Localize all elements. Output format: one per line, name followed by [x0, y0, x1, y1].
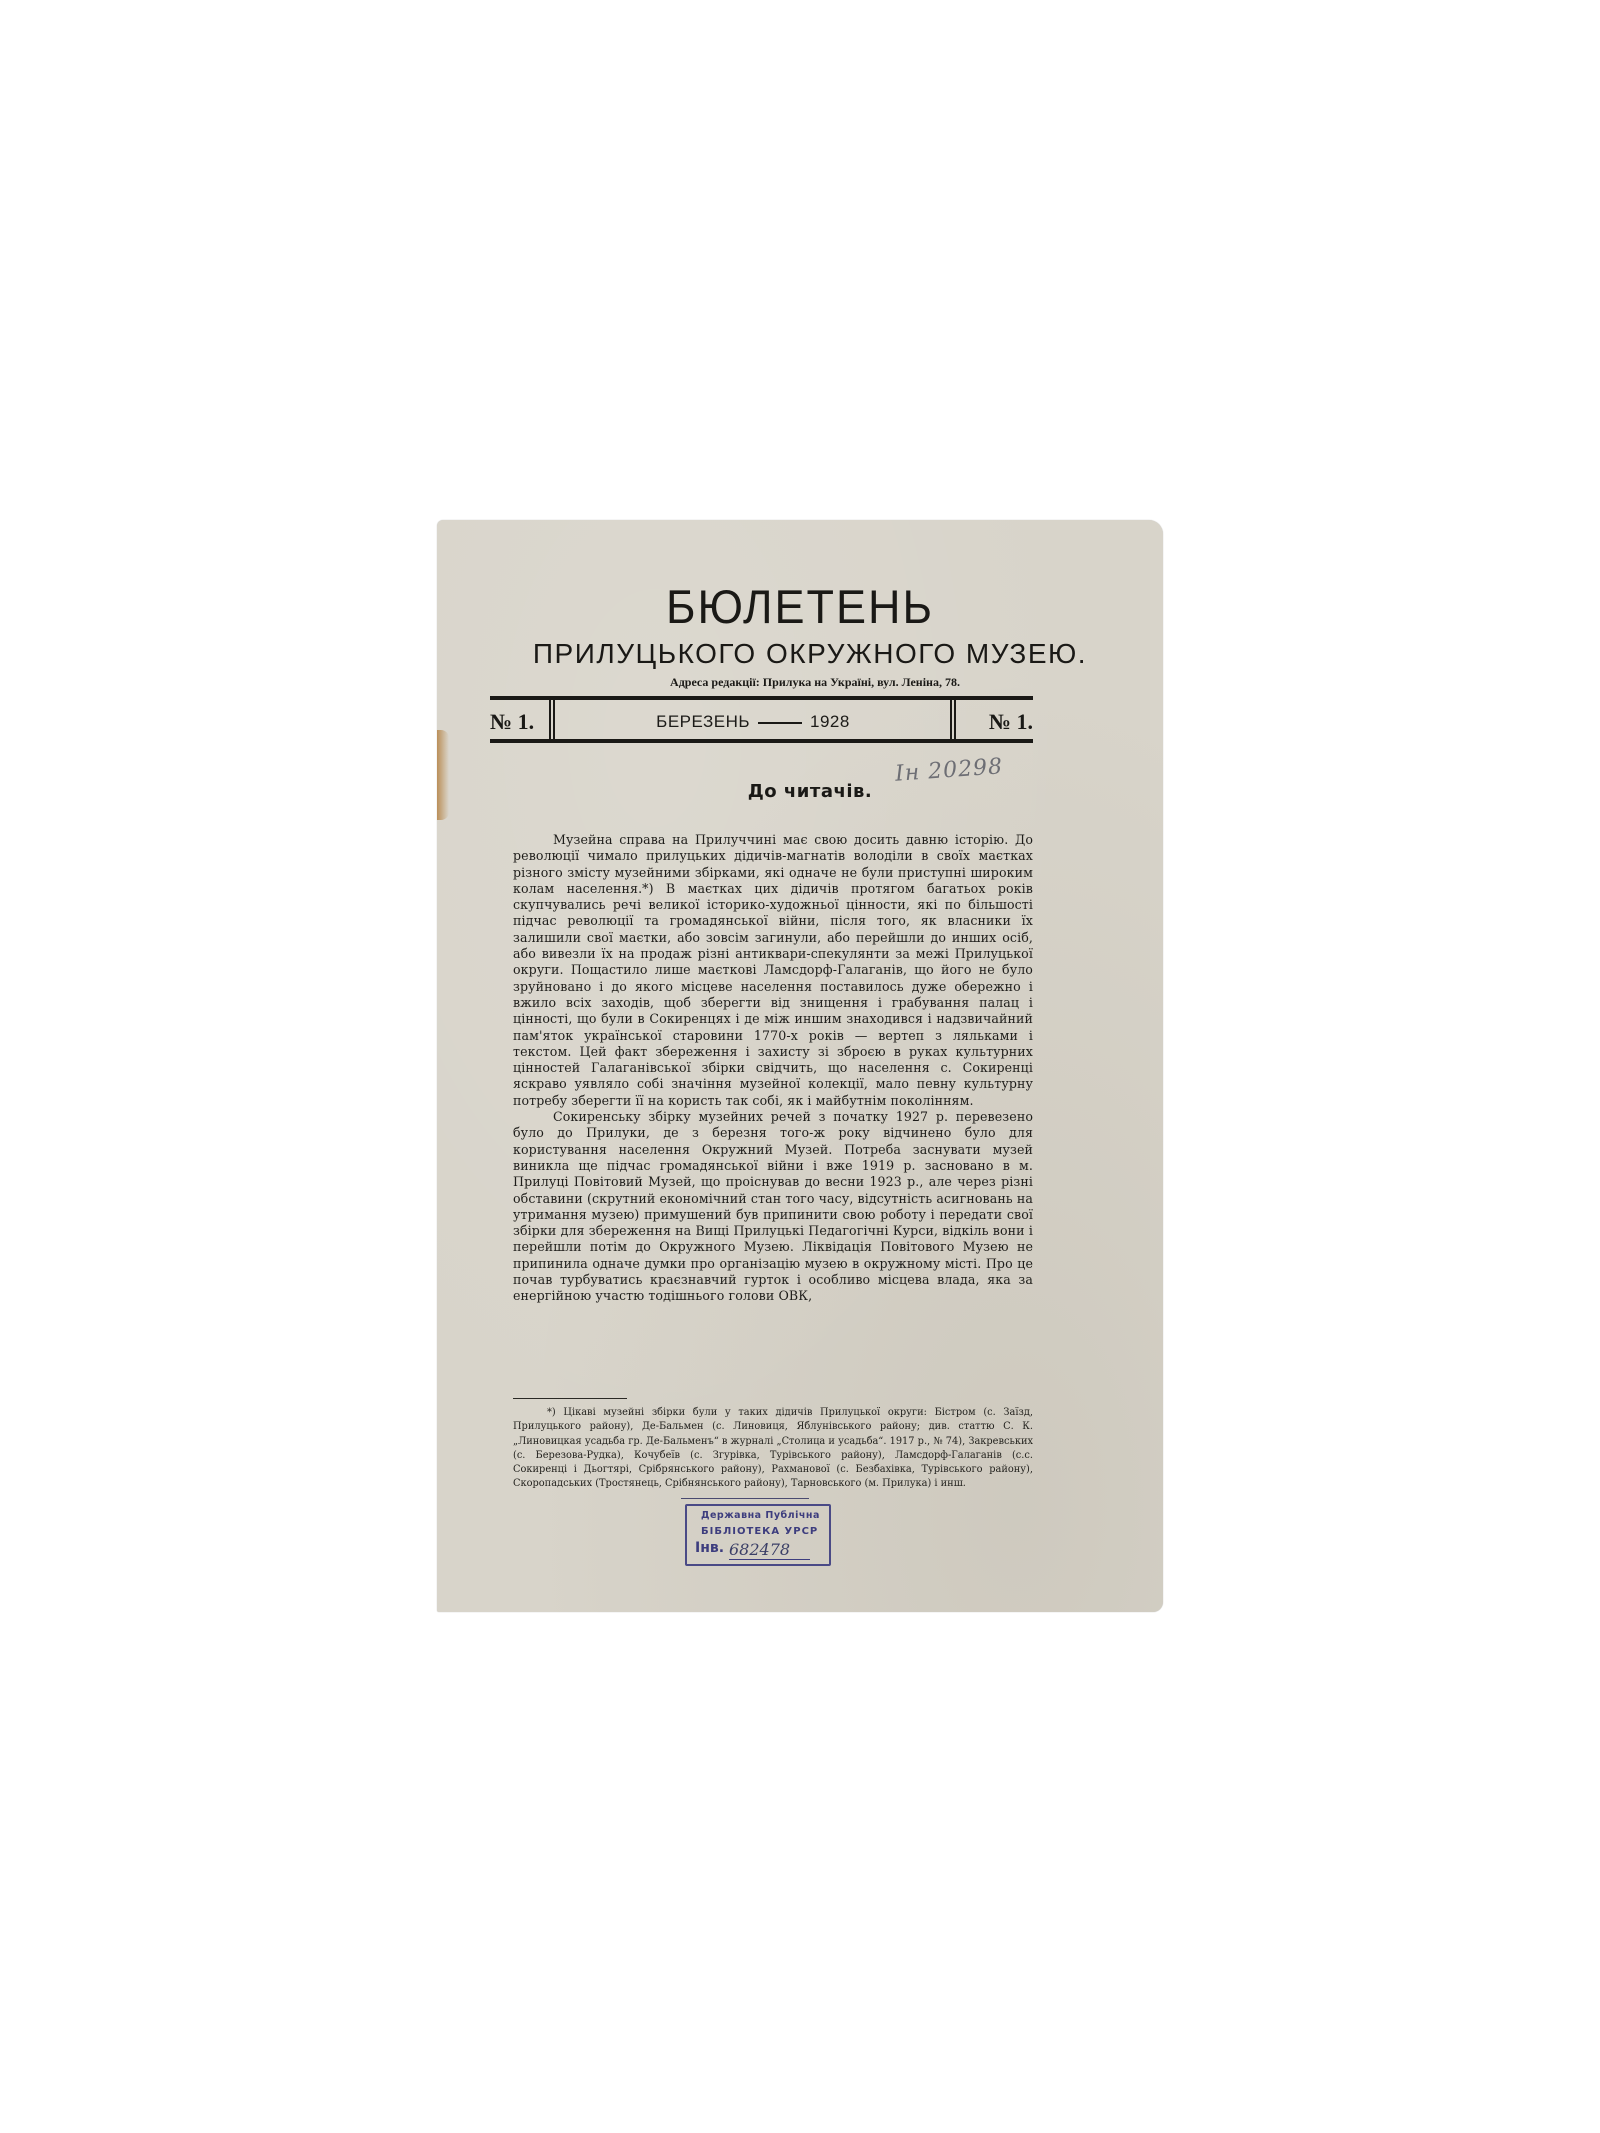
footnote [513, 1406, 1033, 1492]
stamp-line-1: Державна Публічна [701, 1510, 820, 1521]
issue-date [556, 711, 950, 733]
stamp-inv-label: Інв. [695, 1540, 725, 1556]
editorial-address: Адреса редакції: Прилука на Україні, вул. Леніна, 78. [670, 675, 960, 689]
footnote-text: *) Цікаві музейні збірки були у таких дідичів Прилуцької округи: Бістром (с. Заїзд, Прилуцького району), Де-Бальмен (с. Линовиця, Яблунівського району; див. статтю С. К. „Линовицкая усадьба гр. Де-Бальменъ“ в журналі „Столица и усадьба“. 1917 р., № 74), Закревських (с. Березова-Рудка), Кочубеїв (с. Згурівка, Турівського району), Ламсдорф-Галаганів (с.с. Сокиренці і Дьогтярі, Срібрянського району), Рахманової (с. Безбахівка, Турівського району), Скоропадських (Тростянець, Срібнянського району), Тарновського (м. Прилука) і инш. [513, 1407, 1033, 1490]
footnote-separator [513, 1398, 627, 1399]
stamp-line-2: БІБЛІОТЕКА УРСР [701, 1526, 819, 1537]
article-body [513, 832, 1033, 1305]
double-rule-right [950, 698, 956, 741]
paragraph: Музейна справа на Прилуччині має свою досить давню історію. До революції чимало прилуцьких дідичів-магнатів володіли в своїх маєтках різного змісту музейними збірками, які одначе не були приступні широким колам населення.*) В маєтках цих дідичів протягом багатьох років скупчувались речі великої історико-художньої цінности, які по більшості підчас революції та громадянської війни, після того, як власники їх залишили свої маєтки, або зовсім загинули, або перейшли до инших осіб, або вивезли їх на продаж різні антиквари-спекулянти за межі Прилуцької округи. Пощастило лише маєткові Ламсдорф-Галаганів, що його не було зруйновано і до якого місцеве населення поставилось дуже обережно і вжило всіх заходів, щоб зберегти від знищення і грабування палац і цінності, що були в Сокиренцях і де між иншим знаходився і надзвичайний пам'яток української старовини 1770-х років — вертеп з ляльками і текстом. Цей факт збереження і захисту зі зброєю в руках культурних цінностей Галаганівської збірки свідчить, що населення с. Сокиренці яскраво уявляло собі значіння музейної колекції, мало певну культурну потребу зберегти її на користь так собі, як і майбутнім поколінням. [513, 832, 1033, 1108]
dash-rule [758, 722, 802, 724]
paragraph: Сокиренську збірку музейних речей з початку 1927 р. перевезено було до Прилуки, де з березня того-ж року відчинено було для користування населення Окружний Музей. Потреба заснувати музей виникла ще підчас громадянської війни і вже 1919 р. засновано в м. Прилуці Повітовий Музей, що проіснував до весни 1923 р., але через різні обставини (скрутний економічний стан того часу, відсутність асигновань на утримання музею) примушений був припинити свою роботу і передати свої збірки для збереження на Вищі Прилуцькі Педагогічні Курси, відкіль вони і перейшли потім до Окружного Музею. Ліквідація Повітового Музею не припинила одначе думки про організацію музею в окружному місті. Про це почав турбуватись краєзнавчий гурток і особливо місцева влада, яка за енергійною участю тодішнього голови ОВК, [513, 1109, 1033, 1304]
library-stamp [685, 1504, 831, 1566]
stamp-inventory-number: 682478 [729, 1540, 810, 1560]
issue-number-left: № 1. [490, 709, 535, 734]
document-page [437, 520, 1163, 1612]
issue-month: БЕРЕЗЕНЬ [656, 712, 750, 731]
issue-masthead [490, 696, 1033, 743]
bulletin-title: БЮЛЕТЕНЬ [665, 579, 935, 634]
stamp-rule [681, 1498, 809, 1499]
handwritten-registration: Ін 20298 [894, 754, 1004, 787]
issue-number-right: № 1. [988, 709, 1033, 734]
bulletin-subtitle: ПРИЛУЦЬКОГО ОКРУЖНОГО МУЗЕЮ. [532, 638, 1088, 669]
article-title: До читачів. [747, 781, 873, 802]
paper-stain [437, 730, 449, 820]
issue-year: 1928 [810, 712, 850, 731]
double-rule-left [549, 698, 555, 741]
